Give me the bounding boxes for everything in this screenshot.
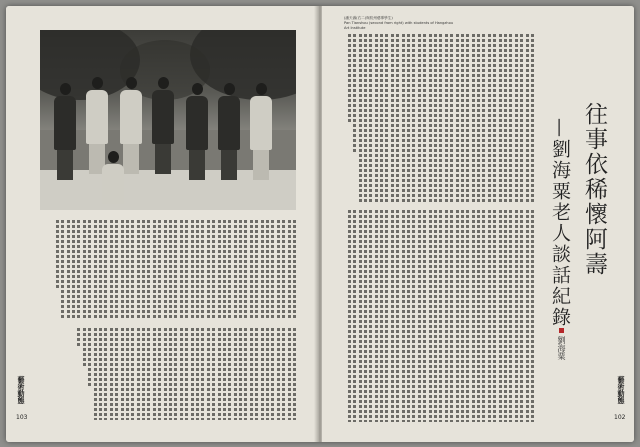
- article-subtitle: —劉海粟老人談話紀錄: [549, 118, 571, 328]
- right-text-upper: [344, 34, 534, 204]
- group-photo: [40, 30, 296, 210]
- right-text-lower: [344, 210, 534, 422]
- magazine-spread: [6, 6, 634, 442]
- left-page: [6, 6, 318, 442]
- article-author: 劉海粟: [557, 336, 566, 360]
- right-folio: 102: [614, 414, 626, 421]
- article-title: 往事依稀懷阿壽: [581, 102, 607, 277]
- author-marker-icon: [559, 328, 564, 333]
- photo-caption-en: Pan Tianshou (second from right) with students of Hangzhou Art Institute: [344, 21, 454, 30]
- right-page: [322, 6, 634, 442]
- photo-caption-zh: (潘天壽(右二)與杭州藝專學生): [344, 16, 393, 20]
- left-folio: 103: [16, 414, 28, 421]
- left-footer-mark: 藝術動態: [17, 376, 25, 404]
- right-footer-mark: 藝術動態: [617, 376, 625, 404]
- text-block-lower: [40, 328, 296, 420]
- photo-caption: [344, 16, 454, 31]
- text-block-upper: [40, 220, 296, 320]
